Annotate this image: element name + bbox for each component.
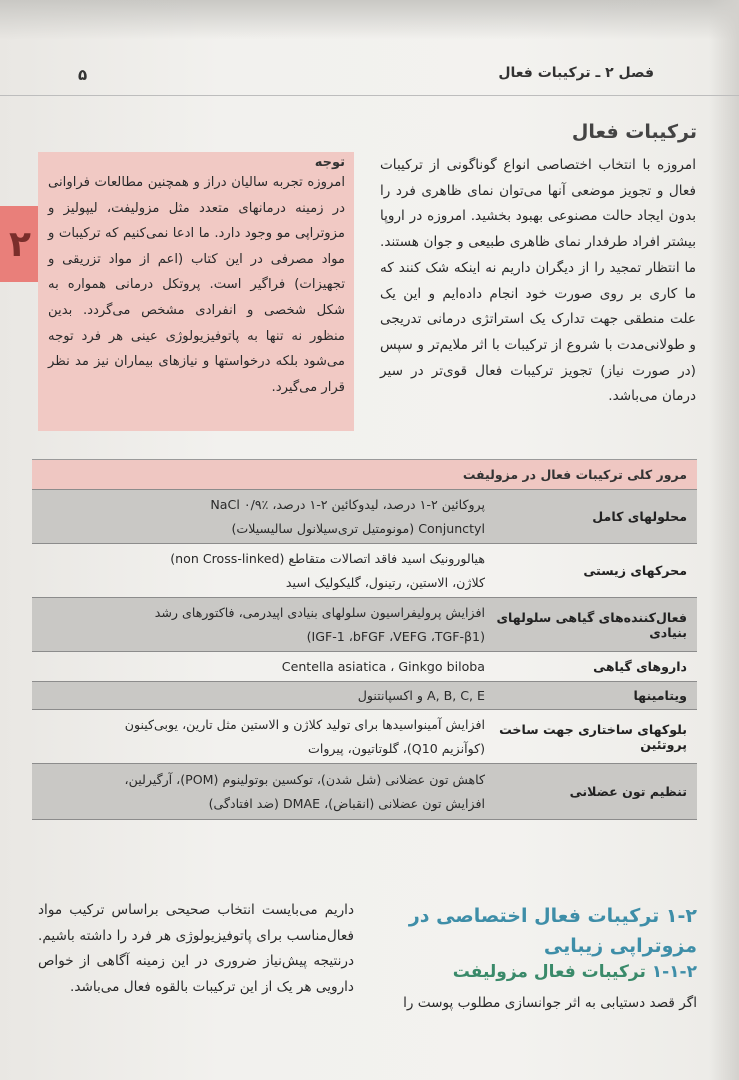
page-shadow-right [709, 0, 739, 1080]
row-label: محرکهای زیستی [583, 563, 687, 578]
row-label: ویتامینها [633, 688, 687, 703]
row-value [32, 710, 491, 763]
row-value-line: افزایش تون عضلانی (انقباض)، DMAE (ضد افتادگی) [208, 795, 485, 811]
section-heading: ترکیبات فعال [571, 121, 697, 143]
table-row [32, 543, 697, 597]
table-row [32, 763, 697, 819]
row-value [32, 598, 491, 651]
table-row [32, 597, 697, 651]
row-value [32, 544, 491, 597]
section-2-1-1-heading [453, 962, 697, 982]
header-rule [0, 95, 739, 96]
table-title: مرور کلی ترکیبات فعال در مزولیفت [32, 459, 697, 489]
table-row [32, 489, 697, 543]
chapter-tab-number: ۲ [9, 223, 31, 265]
table-bottom-rule [32, 819, 697, 820]
row-value-line: کلاژن، الاستین، رتینول، گلیکولیک اسید [285, 574, 485, 590]
overview-table [32, 459, 697, 820]
chapter-title: فصل ۲ ـ ترکیبات فعال [498, 65, 654, 81]
note-box [38, 152, 354, 431]
section-2-1-1-title: ترکیبات فعال مزولیفت [452, 962, 646, 982]
chapter-tab [0, 206, 40, 282]
page-shadow-top [0, 0, 739, 40]
row-value-line: کاهش تون عضلانی (شل شدن)، توکسین بوتولینوم (POM)، آرگیرلین، [124, 771, 485, 787]
row-label: فعال‌کننده‌های گیاهی سلولهای بنیادی [496, 609, 687, 640]
row-value-line: (کوآنزیم Q10)، گلوتاتیون، پیروات [307, 740, 485, 756]
note-text: امروزه تجربه سالیان دراز و همچنین مطالعات فراوانی در زمینه درمانهای متعدد مثل مزولیفت، لیپولیز و مزوتراپی مو وجود دارد. ما ادعا نمی‌کنیم که ترکیبات و مواد مصرفی در این کتاب (اعم از مواد تزریقی و تجهیزات) فراگیر است. پروتکل درمانی همواره به شکل شخصی و انفرادی مشخص می‌گردد. بدین منظور نه تنها به پاتوفیزیولوژی عینی هر فرد توجه می‌شود بلکه درخواستها و نیازهای بیماران نیز مد نظر قرار می‌گیرد. [48, 175, 345, 395]
row-value [32, 490, 491, 543]
row-value-line: هیالورونیک اسید فاقد اتصالات متقاطع (non Cross-linked) [170, 550, 485, 566]
row-value [32, 764, 491, 819]
row-label: داروهای گیاهی [593, 659, 687, 674]
row-value-line: پروکائین ۲-۱ درصد، لیدوکائین ۲-۱ درصد، NaCl ۰/۹٪ [210, 496, 485, 512]
row-label: محلولهای کامل [592, 509, 687, 524]
row-value-line: Centella asiatica ، Ginkgo biloba [281, 658, 485, 674]
row-label: تنظیم تون عضلانی [569, 784, 687, 799]
section-2-1-number: ۱-۲ [665, 905, 697, 927]
note-title: توجه [314, 155, 345, 170]
row-value-line: افزایش پرولیفراسیون سلولهای بنیادی اپیدرمی، فاکتورهای رشد [154, 604, 485, 620]
row-label: بلوکهای ساختاری جهت ساخت پروتئین [499, 721, 687, 752]
intro-paragraph: امروزه با انتخاب اختصاصی انواع گوناگونی از ترکیبات فعال و تجویز موضعی آنها می‌توان نمای ظاهری فرد را بدون ایجاد حالت مصنوعی بهبود بخشید. امروزه در اروپا بیشتر افراد طرفدار نمای ظاهری طبیعی و جوان هستند. ما انتظار تمجید را از دیگران داریم نه اینکه شک کنند که ما کاری بر روی صورت خود انجام داده‌ایم و این یک علت منطقی جهت تدارک یک استراتژی درمانی تدریجی و طولانی‌مدت با شروع از ترکیبات با اثر ملایم‌تر و سپس (در صورت نیاز) تجویز ترکیبات فعال قوی‌تر در سیر درمان می‌باشد. [380, 157, 696, 405]
running-header [0, 62, 739, 92]
section-2-1-title: ترکیبات فعال اختصاصی در مزوتراپی زیبایی [408, 905, 697, 957]
section-2-1-heading [397, 901, 697, 961]
row-value-line: A, B, C, E و اکسپانتنول [357, 687, 485, 703]
table-row [32, 651, 697, 681]
row-value-line: (IGF-1 ،bFGF ،VEFG ،TGF-β1) [306, 628, 485, 644]
row-value-line: Conjunctyl (مونومتیل تری‌سیلانول سالیسیلات) [231, 520, 485, 536]
left-column-text: داریم می‌بایست انتخاب صحیحی براساس ترکیب مواد فعال‌مناسب برای پاتوفیزیولوژی هر فرد را داشته باشیم. درنتیجه پیش‌نیاز ضروری در این زمینه آگاهی از خواص دارویی هر یک از این ترکیبات بالقوه فعال می‌باشد. [38, 902, 354, 996]
row-value [32, 652, 491, 681]
section-2-1-1-number: ۱-۱-۲ [651, 962, 697, 982]
table-row [32, 681, 697, 709]
table-row [32, 709, 697, 763]
page-number: ۵ [78, 66, 88, 84]
row-value [32, 682, 491, 709]
row-value-line: افزایش آمینواسیدها برای تولید کلاژن و الاستین مثل تارین، یوبی‌کینون [124, 716, 485, 732]
section-2-1-1-text: اگر قصد دستیابی به اثر جوانسازی مطلوب پوست را [403, 995, 697, 1011]
